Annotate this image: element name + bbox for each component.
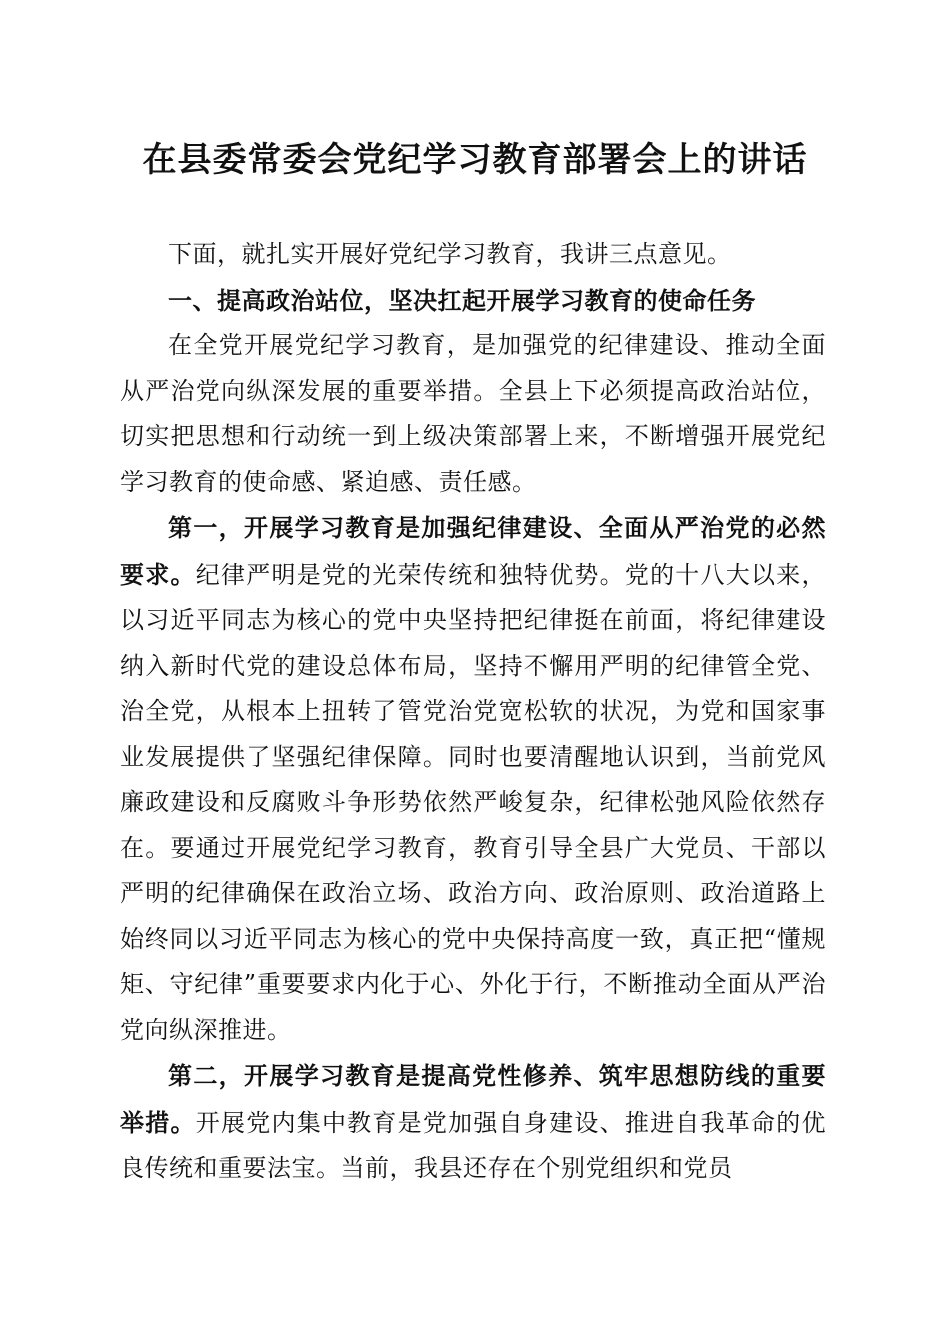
intro-paragraph: 下面，就扎实开展好党纪学习教育，我讲三点意见。 (168, 240, 732, 268)
document-title: 在县委常委会党纪学习教育部署会上的讲话 (142, 140, 808, 180)
point-2-body: 开展党内集中教育是党加强自身建设、推进自我革命的优良传统和重要法宝。当前，我县还存在个别党组织和党员 (120, 1108, 827, 1182)
section-1-paragraph: 在全党开展党纪学习教育，是加强党的纪律建设、推动全面从严治党向纵深发展的重要举措。全县上下必须提高政治站位，切实把思想和行动统一到上级决策部署上来，不断增强开展党纪学习教育的使命感、紧迫感、责任感。 (120, 331, 826, 496)
point-1-body: 纪律严明是党的光荣传统和独特优势。党的十八大以来，以习近平同志为核心的党中央坚持把纪律挺在前面，将纪律建设纳入新时代党的建设总体布局，坚持不懈用严明的纪律管全党、治全党，从根本上扭转了管党治党宽松软的状况，为党和国家事业发展提供了坚强纪律保障。同时也要清醒地认识到，当前党风廉政建设和反腐败斗争形势依然严峻复杂，纪律松弛风险依然存在。要通过开展党纪学习教育，教育引导全县广大党员、干部以严明的纪律确保在政治立场、政治方向、政治原则、政治道路上始终同以习近平同志为核心的党中央保持高度一致，真正把“懂规矩、守纪律”重要要求内化于心、外化于行，不断推动全面从严治党向纵深推进。 (120, 560, 827, 1044)
section-heading-1: 一、提高政治站位，坚决扛起开展学习教育的使命任务 (168, 285, 756, 315)
point-1-paragraph (120, 505, 826, 1053)
document-body (120, 232, 826, 1192)
point-2-lead: 第二，开展学习教育是提高党性修养、筑牢思想防线的重要举措。 (120, 1061, 826, 1137)
point-2-paragraph (120, 1053, 826, 1192)
point-1-lead: 第一，开展学习教育是加强纪律建设、全面从严治党的必然要求。 (120, 513, 826, 589)
